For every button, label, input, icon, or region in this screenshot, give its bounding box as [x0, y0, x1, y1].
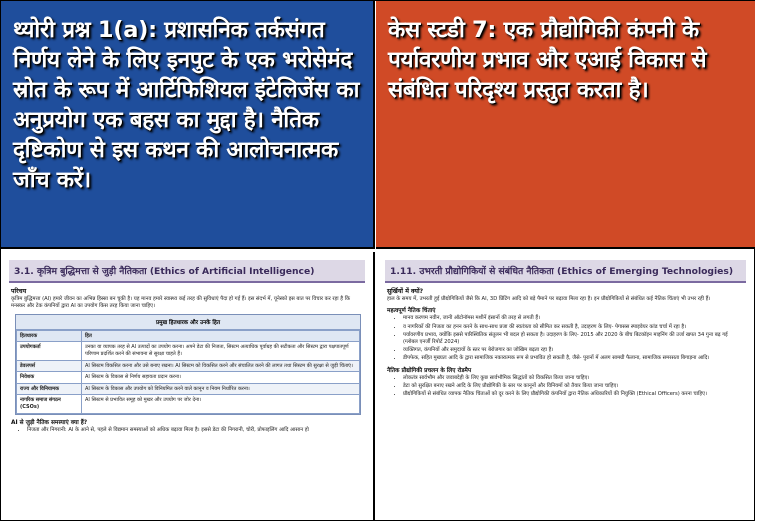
table-row	[17, 383, 360, 395]
table-row	[17, 395, 360, 413]
guidelines-heading: नैतिक प्रौद्योगिकी प्रचलन के लिए रोडमैप	[387, 367, 472, 374]
ethical-issues-list	[19, 427, 363, 434]
table-title: प्रमुख हितधारक और उनके हित	[16, 315, 360, 330]
interest-cell: AI सिस्टम के विकास से निर्णय सहायता प्रदान करना।	[82, 372, 360, 384]
stakeholder-cell: निवेशक	[17, 372, 82, 384]
interest-cell: उनका या व्यापक तरह से AI उत्पादों का उपयोग करना। अपने डेटा की निजता, सिस्टम अत्याधिक पूर्वाग्रह की सटीकता और सिस्टम द्वारा पक्षपातपूर्ण परिणाम प्रदर्शित करने की संभावना से सुरक्षा चाहते हैं।	[82, 342, 360, 360]
ethical-issues-heading: AI से जुड़ी नैतिक समस्याएं क्या हैं?	[11, 419, 88, 426]
theory-question-text: थ्योरी प्रश्न 1(a): प्रशासनिक तर्कसंगत निर्णय लेने के लिए इनपुट के एक भरोसेमंद स्रोत के रूप में आर्टिफिशियल इंटेलिजेंस का अनुप्रयोग एक बहस का मुद्दा है। नैतिक दृष्टिकोण से इस कथन की आलोचनात्मक जाँच करें।	[13, 17, 360, 193]
list-item: • प्रौद्योगिकियों से संबंधित व्यापक नैतिक चिंताओं को दूर करने के लिए प्रौद्योगिकी कंपनियों द्वारा नैतिक अधिकारियों की नियुक्ति (Ethical Officers) करना चाहिए।	[403, 391, 744, 398]
list-item: • डीपफेक, सहित मुख्यतः आदि के द्वारा सामाजिक नकारात्मक रूप से प्रभावित हो सकती है, जैसे- पुरानों में अलग सामग्री फैलाना, सामाजिक समरसता बिगाड़ना आदि।	[403, 355, 744, 362]
case-study-card	[376, 1, 755, 249]
section-heading: 3.1. कृत्रिम बुद्धिमत्ता से जुड़ी नैतिकता (Ethics of Artificial Intelligence)	[9, 260, 365, 283]
table-header-row	[17, 330, 360, 342]
stakeholder-cell: नागरिक समाज संगठन (CSOs)	[17, 395, 82, 413]
stakeholder-cell: राज्य और विनियामक	[17, 383, 82, 395]
list-item: • निजता और निगरानी: AI के आने से, पहले से विद्यमान समस्याओं को अधिक बढ़ावा मिला है। इससे डेटा की निगरानी, चोरी, प्रोफाइलिंग आदि आसान हो	[27, 427, 363, 434]
list-item: • व्यक्तिगत, कंपनियों और समुदायों के स्तर पर बेरोजगार का जोखिम बढ़ता रहा है।	[403, 347, 744, 354]
list-item: • पर्यावरणीय प्रभाव, क्योंकि इससे पारिस्थितिक संतुलन भी बदल हो सकता है। उदाहरण के लिए- 2015 और 2020 के बीच बिटकॉइन माइनिंग की उर्जा खपत 34 गुना बढ़ गई (ग्लोबल एनर्जी रिपोर्ट 2024)	[403, 332, 744, 346]
guidelines-list	[395, 375, 744, 399]
interest-cell: AI सिस्टम के विकास और उपयोग को विनियमित करने वाले कानून व नियम निर्धारित करना।	[82, 383, 360, 395]
list-item: • व नागरिकों की निजता का हनन करने के साथ-साथ प्रजा की स्वतंत्रता को सीमित कर सकती है, उदाहरण के लिए- पेगासस स्पाइवेयर कांड चर्चा में रहा है।	[403, 324, 744, 331]
intro-paragraph: कृत्रिम बुद्धिमत्ता (AI) हमारे जीवन का अभिन्न हिस्सा बन चुकी है। यह मानव हमारे स्वास्थ्य कई तरह की सुविधाएं पैदा हो गई हैं। इस संदर्भ में, यूनेस्को इस बात पर विचार कर रहा है कि मनस्कर और टेक कंपनियों द्वारा AI का उपयोग किस तरह किया जाना चाहिए।	[11, 296, 351, 310]
table-row	[17, 342, 360, 360]
stakeholder-cell: उपयोगकर्ता	[17, 342, 82, 360]
section-heading: 1.11. उभरती प्रौद्योगिकियों से संबंधित नैतिकता (Ethics of Emerging Technologies)	[385, 260, 746, 283]
stakeholder-cell: डेवलपर्स	[17, 360, 82, 372]
intro-label: सुर्खियों में क्यों?	[387, 288, 424, 295]
table-header-cell: हित	[82, 330, 360, 342]
list-item: • मानव करणम नवीन, जानी ऑटोनॉमस मशीनें इंसानों की तरह से लगती हैं।	[403, 315, 744, 322]
theory-question-card	[1, 1, 375, 249]
issues-heading: महत्वपूर्ण नैतिक चिंताएं	[387, 308, 436, 315]
list-item: • लोकतंत्र सार्वभौम और जवाबदेही के लिए कुछ सार्वभौमिक सिद्धांतों को विकसित किया जाना चाहिए।	[403, 375, 744, 382]
intro-paragraph: हाल के समय में, उभरती हुई प्रौद्योगिकियों जैसे कि AI, 3D प्रिंटिंग आदि को बड़े पैमाने पर बढ़ावा मिला रहा है। इन प्रौद्योगिकियों से संबंधित कई नैतिक चिंताएं भी उभर रही हैं।	[387, 296, 711, 302]
issues-list	[395, 315, 744, 362]
intro-label: परिचय	[11, 288, 27, 295]
emerging-tech-document-excerpt	[377, 252, 754, 520]
table-row	[17, 372, 360, 384]
interest-cell: AI सिस्टम विकसित करना और उसे बनाए रखना। AI सिस्टम को विकसित करने और संचालित करने की लागत तथा सिस्टम की सुरक्षा से जुड़ी चिंताएं।	[82, 360, 360, 372]
interest-cell: AI सिस्टम से प्रभावित समूह को मुखर और उपयोग पर जोर देना।	[82, 395, 360, 413]
list-item: • डेटा को सुरक्षित बनाए रखने आदि के लिए प्रौद्योगिकी के स्तर पर कानूनों और विनियमों को तैयार किया जाना चाहिए।	[403, 383, 744, 390]
ai-ethics-document-excerpt	[1, 252, 375, 520]
case-study-text: केस स्टडी 7: एक प्रौद्योगिकी कंपनी के पर्यावरणीय प्रभाव और एआई विकास से संबंधित परिदृश्य प्रस्तुत करता है।	[388, 17, 707, 103]
table-header-cell: हितधारक	[17, 330, 82, 342]
table-row	[17, 360, 360, 372]
stakeholders-table	[15, 314, 361, 415]
